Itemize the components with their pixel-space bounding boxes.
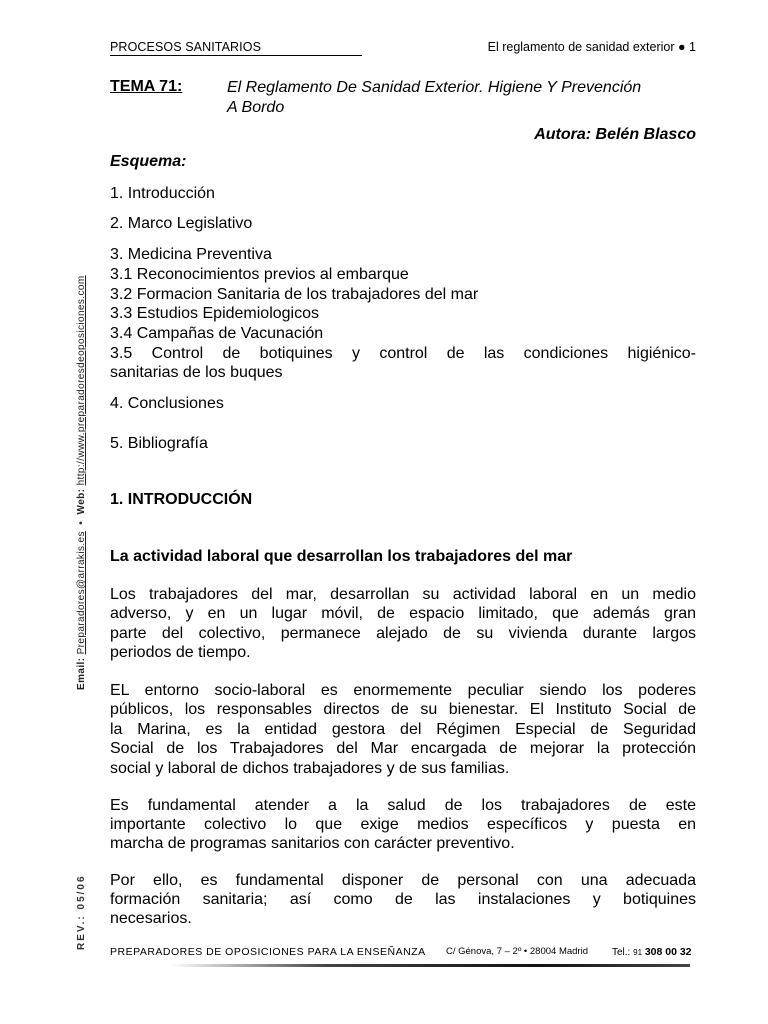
esquema-item: 3.2 Formacion Sanitaria de los trabajadores del mar: [110, 286, 479, 303]
web-label: Web:: [76, 488, 87, 515]
paragraph-1-line: periodos de tiempo.: [110, 644, 251, 661]
section-heading: 1. INTRODUCCIÓN: [110, 491, 253, 508]
paragraph-3-line: marcha de programas sanitarios con carácter preventivo.: [110, 835, 515, 852]
paragraph-1-line: Los trabajadores del mar, desarrollan su actividad laboral en un medio: [110, 586, 696, 603]
paragraph-1-line: adverso, y en un lugar móvil, de espacio limitado, que además gran: [110, 605, 696, 622]
paragraph-4-line: Por ello, es fundamental disponer de personal con una adecuada: [110, 872, 696, 889]
tema-title: [227, 78, 697, 118]
email-label: Email:: [76, 657, 87, 690]
footer-organization: PREPARADORES DE OPOSICIONES PARA LA ENSEÑANZA: [110, 946, 426, 958]
author: Autora: Belén Blasco: [534, 126, 696, 143]
esquema-item: 3.5 Control de botiquines y control de las condiciones higiénico-: [110, 345, 696, 362]
sidebar-contact: [76, 250, 90, 690]
email-link[interactable]: Preparadores@arrakis.es: [76, 531, 87, 655]
running-header-subject: PROCESOS SANITARIOS: [110, 40, 362, 56]
paragraph-2-line: públicos, los responsables directos de su bienestar. El Instituto Social de: [110, 701, 696, 718]
esquema-item: 3. Medicina Preventiva: [110, 246, 272, 263]
esquema-item: 5. Bibliografía: [110, 435, 208, 452]
tema-label: TEMA 71:: [110, 78, 183, 95]
bullet-separator: •: [76, 520, 87, 525]
paragraph-2-line: la Marina, es la entidad gestora del Régimen Especial de Seguridad: [110, 721, 696, 738]
phone-label: Tel.:: [612, 947, 631, 958]
paragraph-3-line: Es fundamental atender a la salud de los trabajadores de este: [110, 797, 696, 814]
footer-rule: [170, 964, 690, 967]
paragraph-4-line: necesarios.: [110, 910, 192, 927]
phone-number: 308 00 32: [644, 946, 692, 958]
paragraph-3-line: importante colectivo lo que exige medios específicos y puesta en: [110, 816, 696, 833]
esquema-item: 3.4 Campañas de Vacunación: [110, 325, 324, 342]
paragraph-2-line: Social de los Trabajadores del Mar encargada de mejorar la protección: [110, 740, 696, 757]
tema-title-line-1: El Reglamento De Sanidad Exterior. Higiene Y Prevención: [227, 79, 642, 96]
esquema-item: 3.3 Estudios Epidemiologicos: [110, 305, 320, 322]
paragraph-1-line: parte del colectivo, permanece alejado de su vivienda durante largos: [110, 625, 696, 642]
subheading: La actividad laboral que desarrollan los trabajadores del mar: [110, 548, 573, 565]
footer-address: C/ Génova, 7 – 2º • 28004 Madrid: [446, 946, 588, 957]
running-header-title: El reglamento de sanidad exterior ● 1: [487, 40, 696, 54]
phone-prefix: 91: [633, 948, 643, 957]
esquema-item: 4. Conclusiones: [110, 395, 224, 412]
esquema-item: 2. Marco Legislativo: [110, 215, 253, 232]
paragraph-2-line: social y laboral de dichos trabajadores y de sus familias.: [110, 760, 510, 777]
footer-phone: [612, 946, 692, 958]
esquema-item: 1. Introducción: [110, 185, 215, 202]
revision-label: REV.: 05/06: [76, 874, 87, 950]
tema-title-line-2: A Bordo: [227, 99, 285, 116]
esquema-title: Esquema:: [110, 153, 187, 170]
paragraph-4-line: formación sanitaria; así como de las instalaciones y botiquines: [110, 891, 696, 908]
paragraph-2-line: EL entorno socio-laboral es enormemente peculiar siendo los poderes: [110, 682, 696, 699]
esquema-item: 3.1 Reconocimientos previos al embarque: [110, 266, 409, 283]
web-link[interactable]: http://www.preparadoresdeoposiciones.com: [76, 275, 87, 486]
esquema-item: sanitarias de los buques: [110, 364, 283, 381]
